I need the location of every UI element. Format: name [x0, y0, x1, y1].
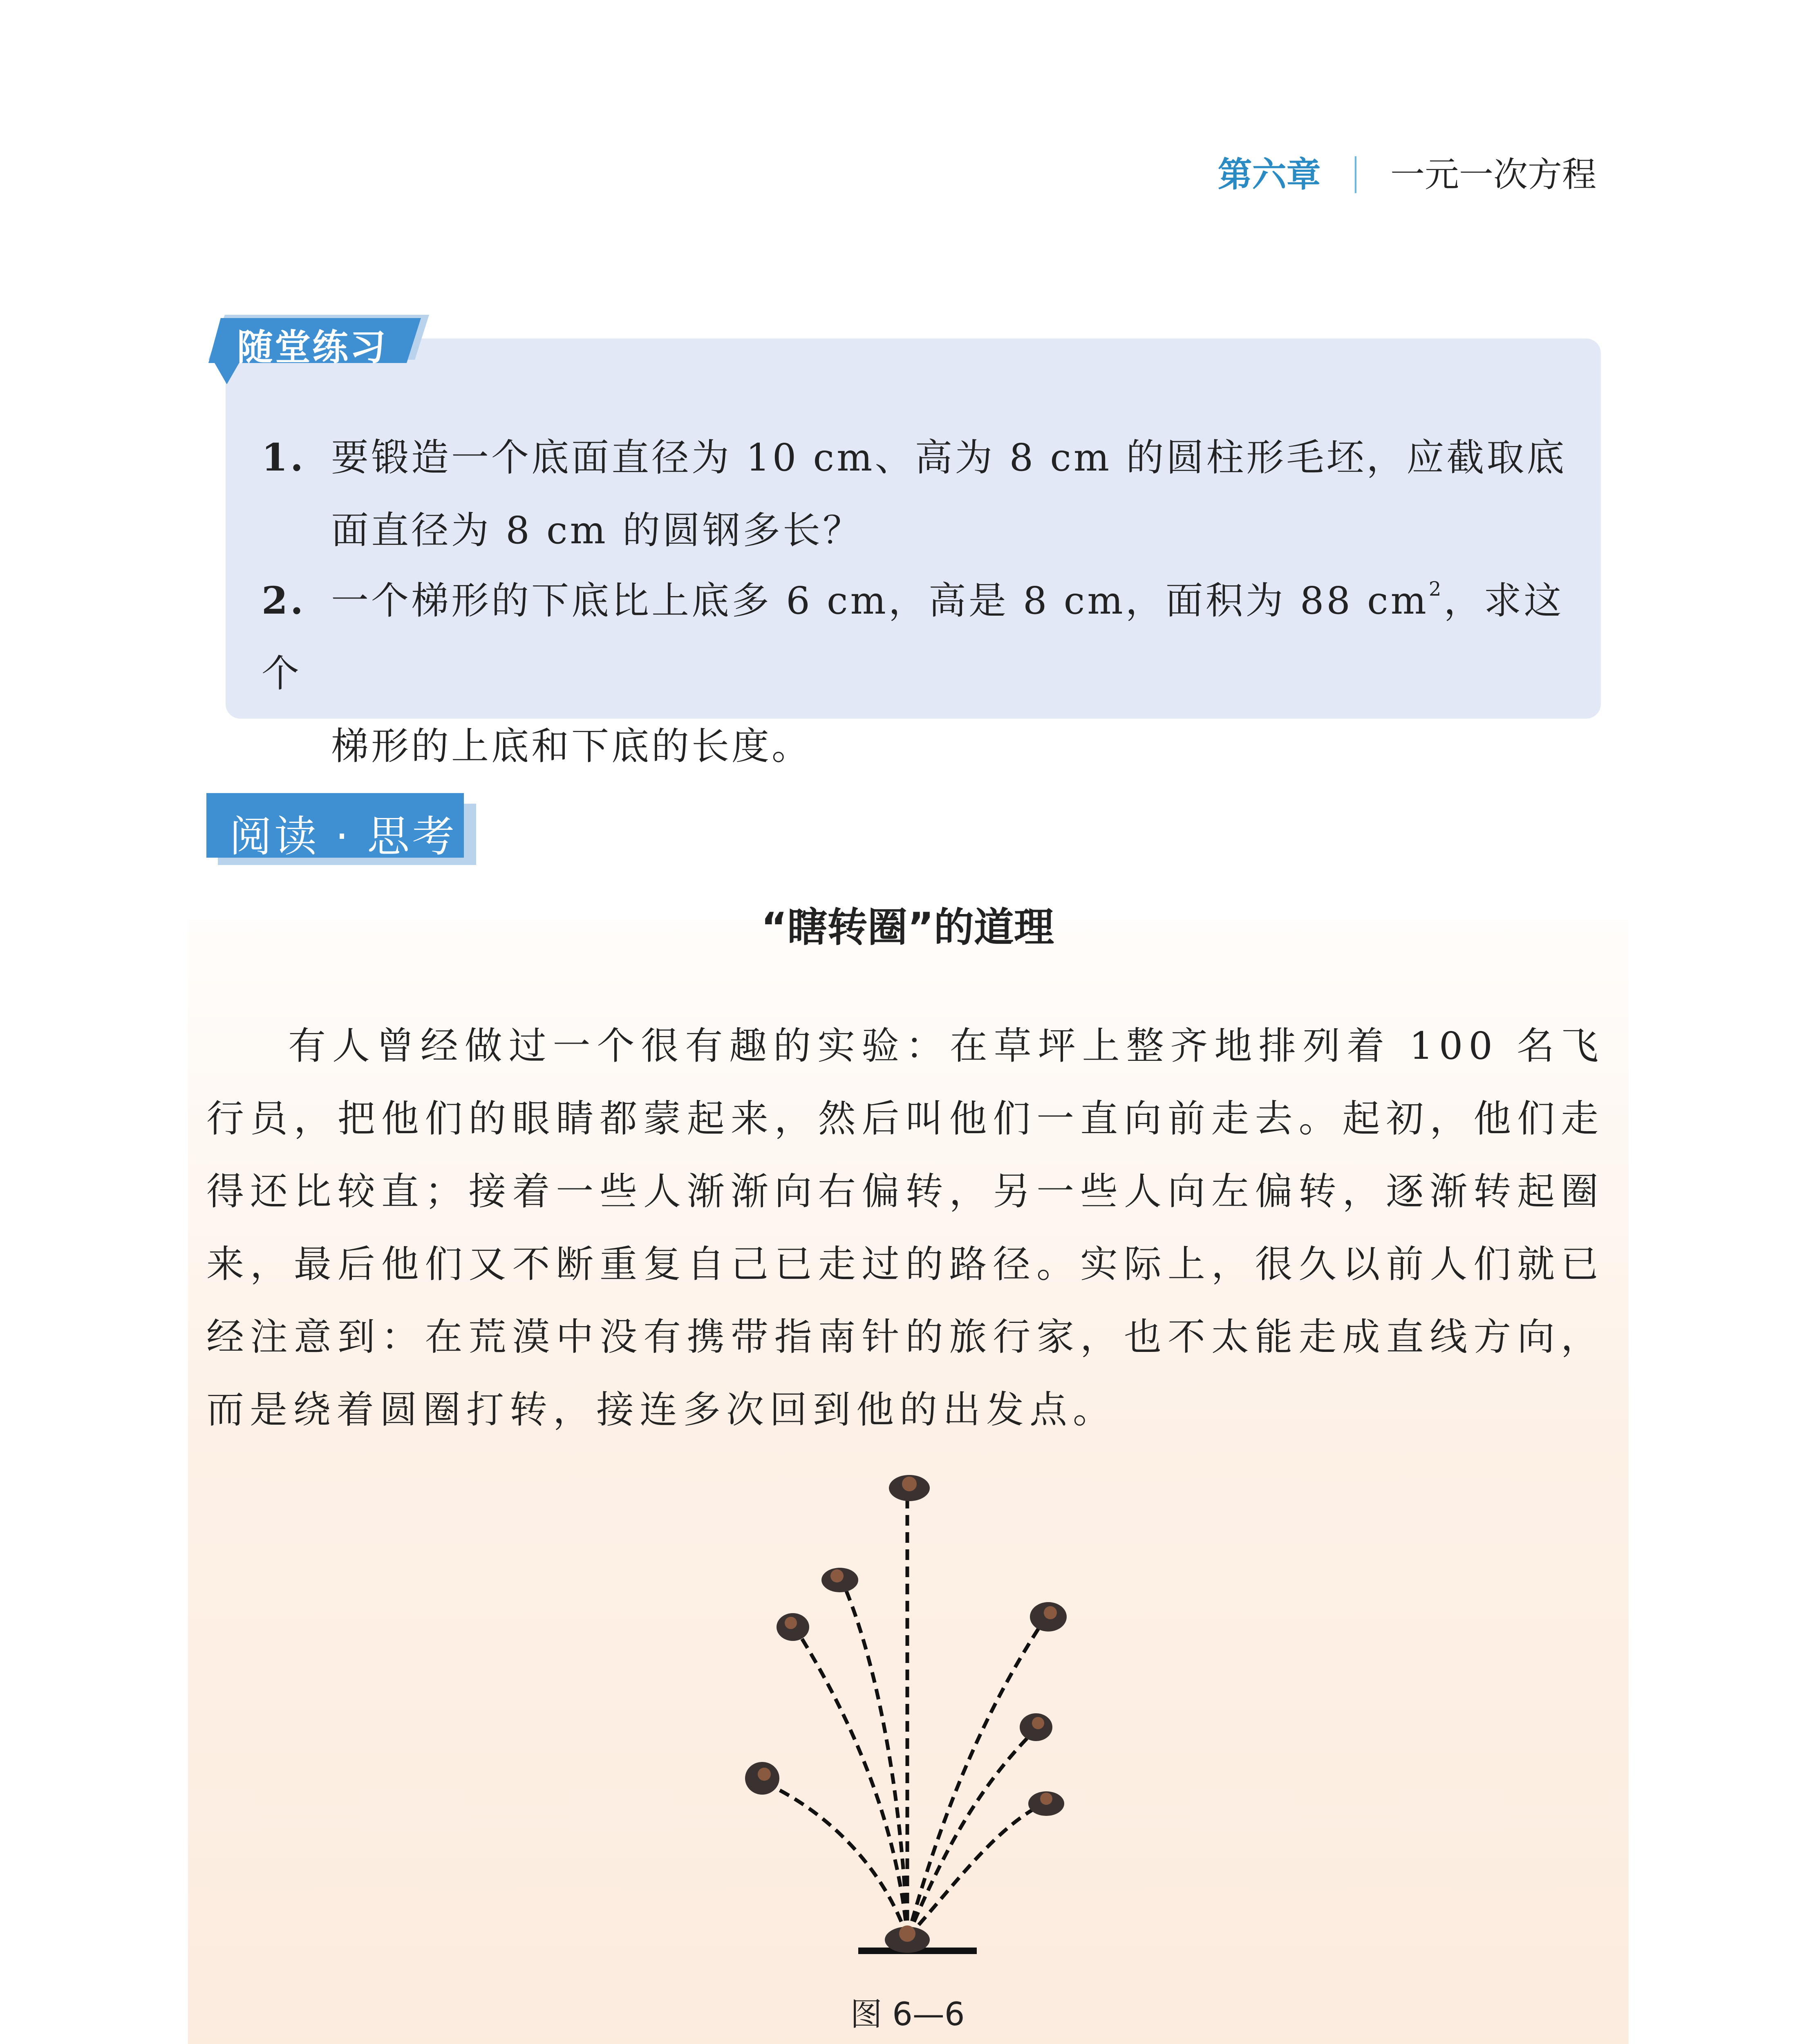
question-2 — [262, 564, 1578, 783]
figure-6-6 — [727, 1451, 1095, 1970]
dashed-paths — [772, 1500, 1042, 1938]
walker-icon — [1028, 1791, 1064, 1816]
question-number: 2. — [262, 578, 306, 623]
chapter-number: 第六章 — [1217, 155, 1321, 195]
practice-tag-label: 随堂练习 — [237, 326, 388, 368]
reading-title: “瞎转圈”的道理 — [761, 904, 1054, 951]
question-text-line1b: ，求这个 — [262, 579, 1564, 695]
practice-tag — [208, 315, 429, 372]
walker-icon — [889, 1475, 930, 1501]
paragraph-1: 有人曾经做过一个很有趣的实验：在草坪上整齐地排列着 100 名飞行员，把他们的眼睛都蒙起来，然后叫他们一直向前走去。起初，他们走得还比较直；接着一些人渐渐向右偏转，另一些人向左偏转，逐渐转起圈来，最后他们又不断重复自己已走过的路径。实际上，很久以前人们就已经注意到：在荒漠中没有携带指南针的旅行家，也不太能走成直线方向，而是绕着圆圈打转，接连多次回到他的出发点。 — [206, 1024, 1604, 1432]
walker-icon — [821, 1568, 858, 1592]
walking-paths-illustration — [727, 1451, 1095, 1970]
reading-tag — [206, 793, 476, 871]
header-separator: | — [1349, 150, 1362, 193]
walker-icon — [1030, 1602, 1067, 1632]
reading-tag-label: 阅读 · 思考 — [229, 811, 457, 861]
superscript: 2 — [1428, 578, 1444, 601]
question-number: 1. — [262, 435, 306, 480]
question-text-line2: 梯形的上底和下底的长度。 — [331, 724, 812, 768]
question-text-line1a: 一个梯形的下底比上底多 6 cm，高是 8 cm，面积为 88 cm — [331, 579, 1429, 623]
chapter-title: 一元一次方程 — [1390, 155, 1596, 195]
chapter-header — [1218, 147, 1596, 197]
question-text-line2: 面直径为 8 cm 的圆钢多长？ — [331, 509, 863, 552]
question-text-line1: 要锻造一个底面直径为 10 cm、高为 8 cm 的圆柱形毛坯，应截取底 — [331, 436, 1567, 480]
question-1 — [262, 421, 1578, 567]
walker-icon — [1020, 1713, 1052, 1741]
walker-icon — [745, 1762, 779, 1795]
walker-icon — [777, 1613, 809, 1641]
figure-caption: 图 6—6 — [850, 1996, 965, 2033]
walker-icon — [885, 1925, 930, 1953]
